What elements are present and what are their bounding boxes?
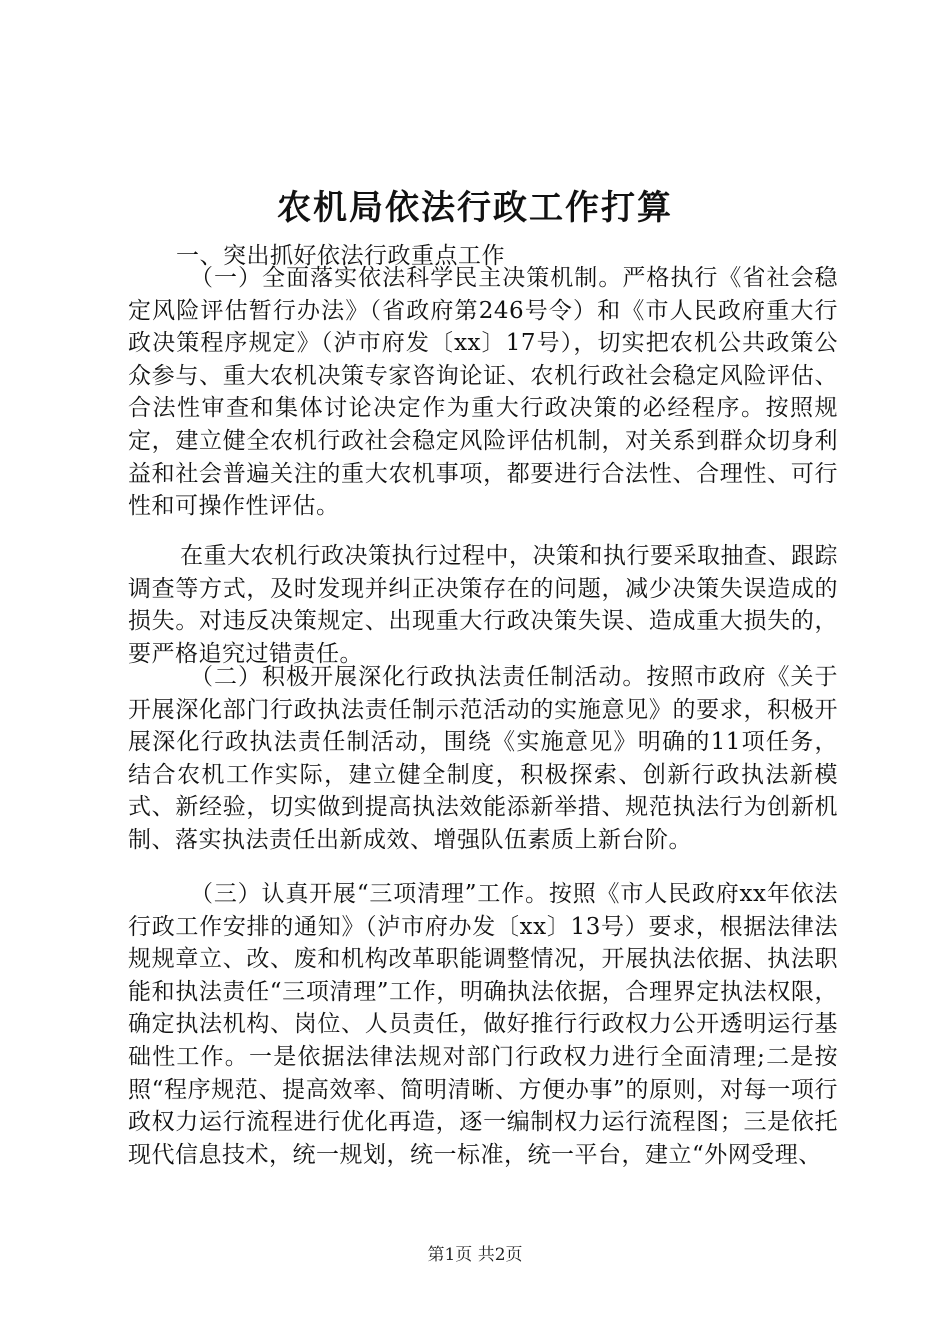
paragraph-decision-execution: 在重大农机行政决策执行过程中，决策和执行要采取抽查、跟踪调查等方式，及时发现并纠正决策存在的问题，减少决策失误造成的损失。对违反决策规定、出现重大行政决策失误、造成重大损失的，要严格追究过错责任。 <box>128 543 838 667</box>
section-heading: 一、突出抓好依法行政重点工作 <box>176 243 505 269</box>
document-title: 农机局依法行政工作打算 <box>277 188 673 228</box>
page-footer: 第1页 共2页 <box>427 1245 523 1265</box>
paragraph-enforcement-responsibility: （二）积极开展深化行政执法责任制活动。按照市政府《关于开展深化部门行政执法责任制示范活动的实施意见》的要求，积极开展深化行政执法责任制活动，围绕《实施意见》明确的11项任务，结合农机工作实际，建立健全制度，积极探索、创新行政执法新模式、新经验，切实做到提高执法效能添新举措、规范执法行为创新机制、落实执法责任出新成效、增强队伍素质上新台阶。 <box>128 664 838 853</box>
paragraph-decision-mechanism: （一）全面落实依法科学民主决策机制。严格执行《省社会稳定风险评估暂行办法》（省政府第246号令）和《市人民政府重大行政决策程序规定》（泸市府发〔xx〕17号），切实把农机公共政策公众参与、重大农机决策专家咨询论证、农机行政社会稳定风险评估、合法性审查和集体讨论决定作为重大行政决策的必经程序。按照规定，建立健全农机行政社会稳定风险评估机制，对关系到群众切身利益和社会普遍关注的重大农机事项，都要进行合法性、合理性、可行性和可操作性评估。 <box>128 265 838 520</box>
paragraph-three-clearances: （三）认真开展“三项清理”工作。按照《市人民政府xx年依法行政工作安排的通知》（泸市府办发〔xx〕13号）要求，根据法律法规规章立、改、废和机构改革职能调整情况，开展执法依据、执法职能和执法责任“三项清理”工作，明确执法依据，合理界定执法权限，确定执法机构、岗位、人员责任，做好推行行政权力公开透明运行基础性工作。一是依据法律法规对部门行政权力进行全面清理;二是按照“程序规范、提高效率、简明清晰、方便办事”的原则，对每一项行政权力运行流程进行优化再造，逐一编制权力运行流程图；三是依托现代信息技术，统一规划，统一标准，统一平台，建立“外网受理、 <box>128 881 838 1168</box>
